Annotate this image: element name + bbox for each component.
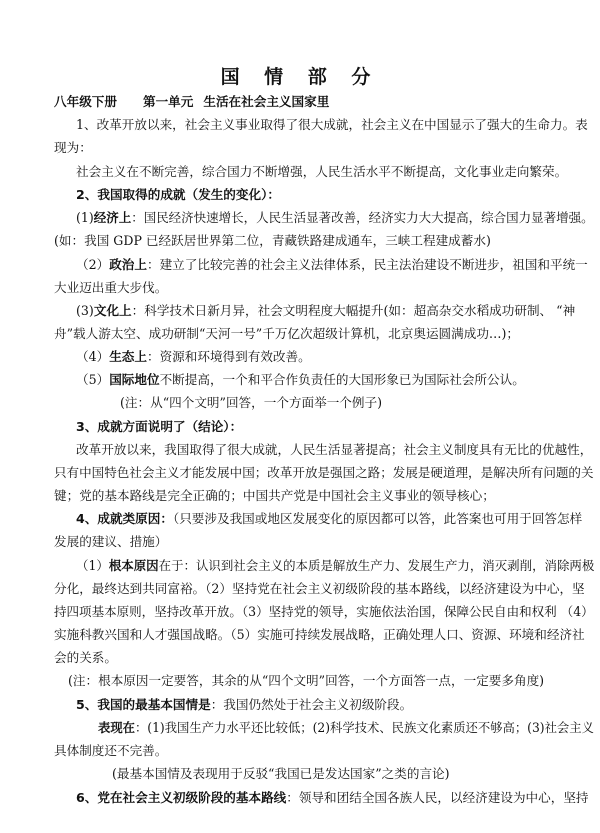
s5-show-text: ：(1)我国生产力水平还比较低；(2)科学技术、民族文化素质还不够高；(3)社会主义 [134, 720, 594, 735]
s4-root-prefix: （1） [76, 558, 109, 573]
s2-econ [76, 209, 594, 227]
s2-pol-prefix: （2） [76, 257, 110, 272]
s2-note: (注：从“四个文明”回答，一个方面举一个例子) [120, 395, 382, 410]
s5-manifestation-cont: 具体制度还不完善。 [54, 743, 168, 758]
s2-eco-label: 生态上 [109, 349, 147, 364]
s2-cul-prefix: (3) [76, 303, 94, 318]
s6-head-rest: ：领导和团结全国各族人民，以经济建设为中心，坚持 [286, 790, 589, 805]
s2-eco-text: ：资源和环境得到有效改善。 [146, 349, 311, 364]
s2-culture [76, 302, 575, 320]
s2-intl-text: 不断提高，一个和平合作负责任的大国形象已为国际社会所公认。 [159, 372, 525, 387]
s4-head-note: （只要涉及我国或地区发展变化的原因都可以答，此答案也可用于回答怎样 [172, 511, 583, 526]
s4-line-2: 分化，最终达到共同富裕。（2）坚持党在社会主义初级阶段的基本路线，以经济建设为中心，坚 [54, 581, 585, 596]
s2-intl-label: 国际地位 [109, 372, 160, 387]
s2-intl-prefix: （5） [76, 372, 110, 387]
s2-cul-label: 文化上 [93, 303, 132, 318]
s2-politics-cont: 大业迈出重大步伐。 [54, 280, 168, 295]
s1-answer: 社会主义在不断完善，综合国力不断增强，人民生活水平不断提高，文化事业走向繁荣。 [76, 164, 568, 179]
s2-ecology [76, 348, 311, 366]
unit-title: 生活在社会主义国家里 [203, 94, 330, 109]
s4-line-4: 实施科教兴国和人才强国战略。（5）实施可持续发展战略，正确处理人口、资源、环境和经济社 [54, 627, 585, 642]
s2-pol-text: ：建立了比较完善的社会主义法律体系，民主法治建设不断进步，祖国和平统一 [146, 257, 588, 272]
s4-heading [76, 510, 582, 528]
s4-note: (注：根本原因一定要答，其余的从“四个文明”回答，一个方面答一点，一定要多角度) [68, 673, 545, 688]
page-title: 国 情 部 分 [220, 66, 380, 88]
s2-econ-label: 经济上 [93, 210, 132, 225]
s1-question-line-2: 现为： [54, 140, 92, 155]
s2-intl-status [76, 371, 525, 389]
s6-heading [76, 789, 589, 807]
grade-label: 八年级下册 [54, 94, 117, 109]
s4-line-3: 持四项基本原则，坚持改革开放。（3）坚持党的领导，实施依法治国，保障公民自由和权利 （4） [54, 604, 594, 619]
s4-head-label: 4、成就类原因： [76, 511, 173, 526]
s5-head-label: 5、我国的最基本国情是 [76, 697, 211, 712]
s2-heading: 2、我国取得的成就（发生的变化）： [76, 187, 280, 202]
s2-culture-cont: 舟”载人游太空、成功研制“天河一号”千万亿次超级计算机，北京奥运圆满成功…)； [54, 326, 520, 341]
s4-root-label: 根本原因 [108, 558, 159, 573]
s5-manifestation [98, 719, 594, 737]
s4-line-1 [76, 557, 594, 575]
s3-line-2: 只有中国特色社会主义才能发展中国；改革开放是强国之路；发展是硬道理，是解决所有问题的关 [54, 465, 594, 480]
s4-line-1-text: 在于：认识到社会主义的本质是解放生产力、发展生产力，消灭剥削，消除两极 [158, 558, 595, 573]
unit-subheading [54, 93, 329, 111]
s3-heading: 3、成就方面说明了（结论）： [76, 419, 243, 434]
s2-politics [76, 256, 588, 274]
s2-cul-text: ：科学技术日新月异，社会文明程度大幅提升(如：超高杂交水稻成功研制、 “神 [131, 303, 576, 318]
s4-line-5: 会的关系。 [54, 650, 117, 665]
s5-note: (最基本国情及表现用于反驳“我国已是发达国家”之类的言论) [112, 766, 450, 781]
s2-eco-prefix: （4） [76, 349, 110, 364]
s3-line-3: 键；党的基本路线是完全正确的；中国共产党是中国社会主义事业的领导核心； [54, 488, 495, 503]
s2-pol-label: 政治上 [109, 257, 147, 272]
s2-econ-example: (如：我国 GDP 已经跃居世界第二位，青藏铁路建成通车，三峡工程建成蓄水) [54, 233, 491, 248]
s4-head-note-cont: 发展的建议、措施） [54, 534, 168, 549]
unit-label: 第一单元 [142, 94, 194, 109]
s5-head-rest: ：我国仍然处于社会主义初级阶段。 [210, 697, 413, 712]
s1-question-line-1: 1、改革开放以来，社会主义事业取得了很大成就，社会主义在中国显示了强大的生命力。表 [76, 117, 588, 132]
s5-show-label: 表现在 [98, 720, 135, 735]
s6-head-label: 6、党在社会主义初级阶段的基本路线 [76, 790, 287, 805]
s5-heading [76, 696, 412, 714]
s3-line-1: 改革开放以来，我国取得了很大成就，人民生活显著提高；社会主义制度具有无比的优越性， [76, 442, 593, 457]
s2-econ-text: ：国民经济快速增长，人民生活显著改善，经济实力大大提高，综合国力显著增强。 [131, 210, 594, 225]
s2-econ-prefix: (1) [76, 210, 94, 225]
